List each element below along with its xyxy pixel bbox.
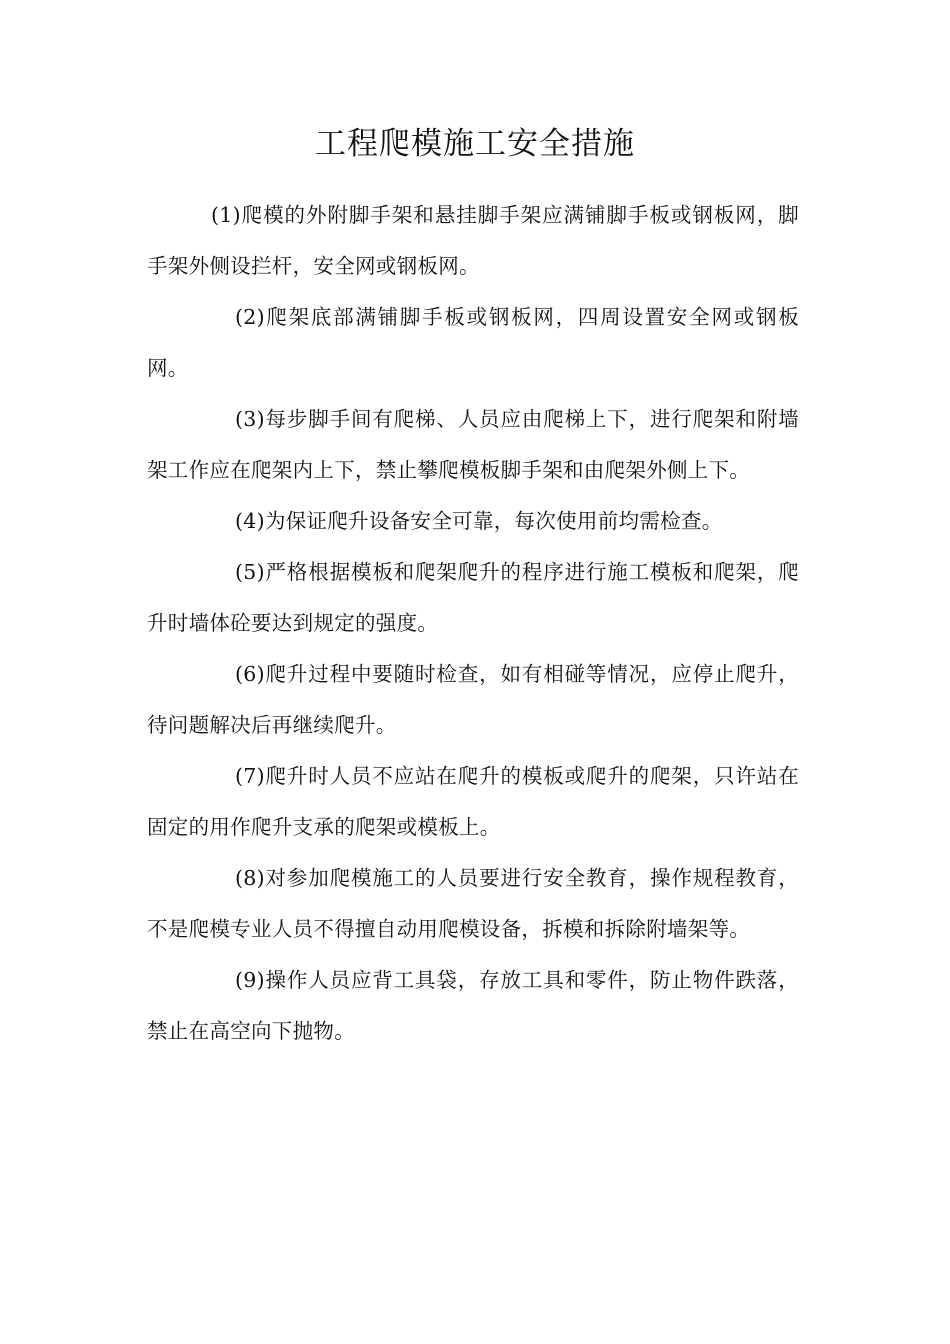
document-body — [147, 190, 799, 1057]
paragraph-4: (4)为保证爬升设备安全可靠，每次使用前均需检查。 — [235, 509, 723, 533]
document-title: 工程爬模施工安全措施 — [315, 126, 635, 162]
paragraph-3: (3)每步脚手间有爬梯、人员应由爬梯上下，进行爬架和附墙架工作应在爬架内上下，禁止攀爬模板脚手架和由爬架外侧上下。 — [147, 407, 799, 482]
paragraph-8: (8)对参加爬模施工的人员要进行安全教育，操作规程教育，不是爬模专业人员不得擅自动用爬模设备，拆模和拆除附墙架等。 — [147, 866, 799, 941]
paragraph-6: (6)爬升过程中要随时检查，如有相碰等情况，应停止爬升，待问题解决后再继续爬升。 — [147, 662, 799, 737]
paragraph-7: (7)爬升时人员不应站在爬升的模板或爬升的爬架，只许站在固定的用作爬升支承的爬架或模板上。 — [147, 764, 799, 839]
paragraph-1: (1)爬模的外附脚手架和悬挂脚手架应满铺脚手板或钢板网，脚手架外侧设拦杆，安全网或钢板网。 — [147, 203, 799, 278]
paragraph-2: (2)爬架底部满铺脚手板或钢板网，四周设置安全网或钢板网。 — [147, 305, 799, 380]
paragraph-5: (5)严格根据模板和爬架爬升的程序进行施工模板和爬架，爬升时墙体砼要达到规定的强度。 — [147, 560, 799, 635]
paragraph-9: (9)操作人员应背工具袋，存放工具和零件，防止物件跌落，禁止在高空向下抛物。 — [147, 968, 799, 1043]
